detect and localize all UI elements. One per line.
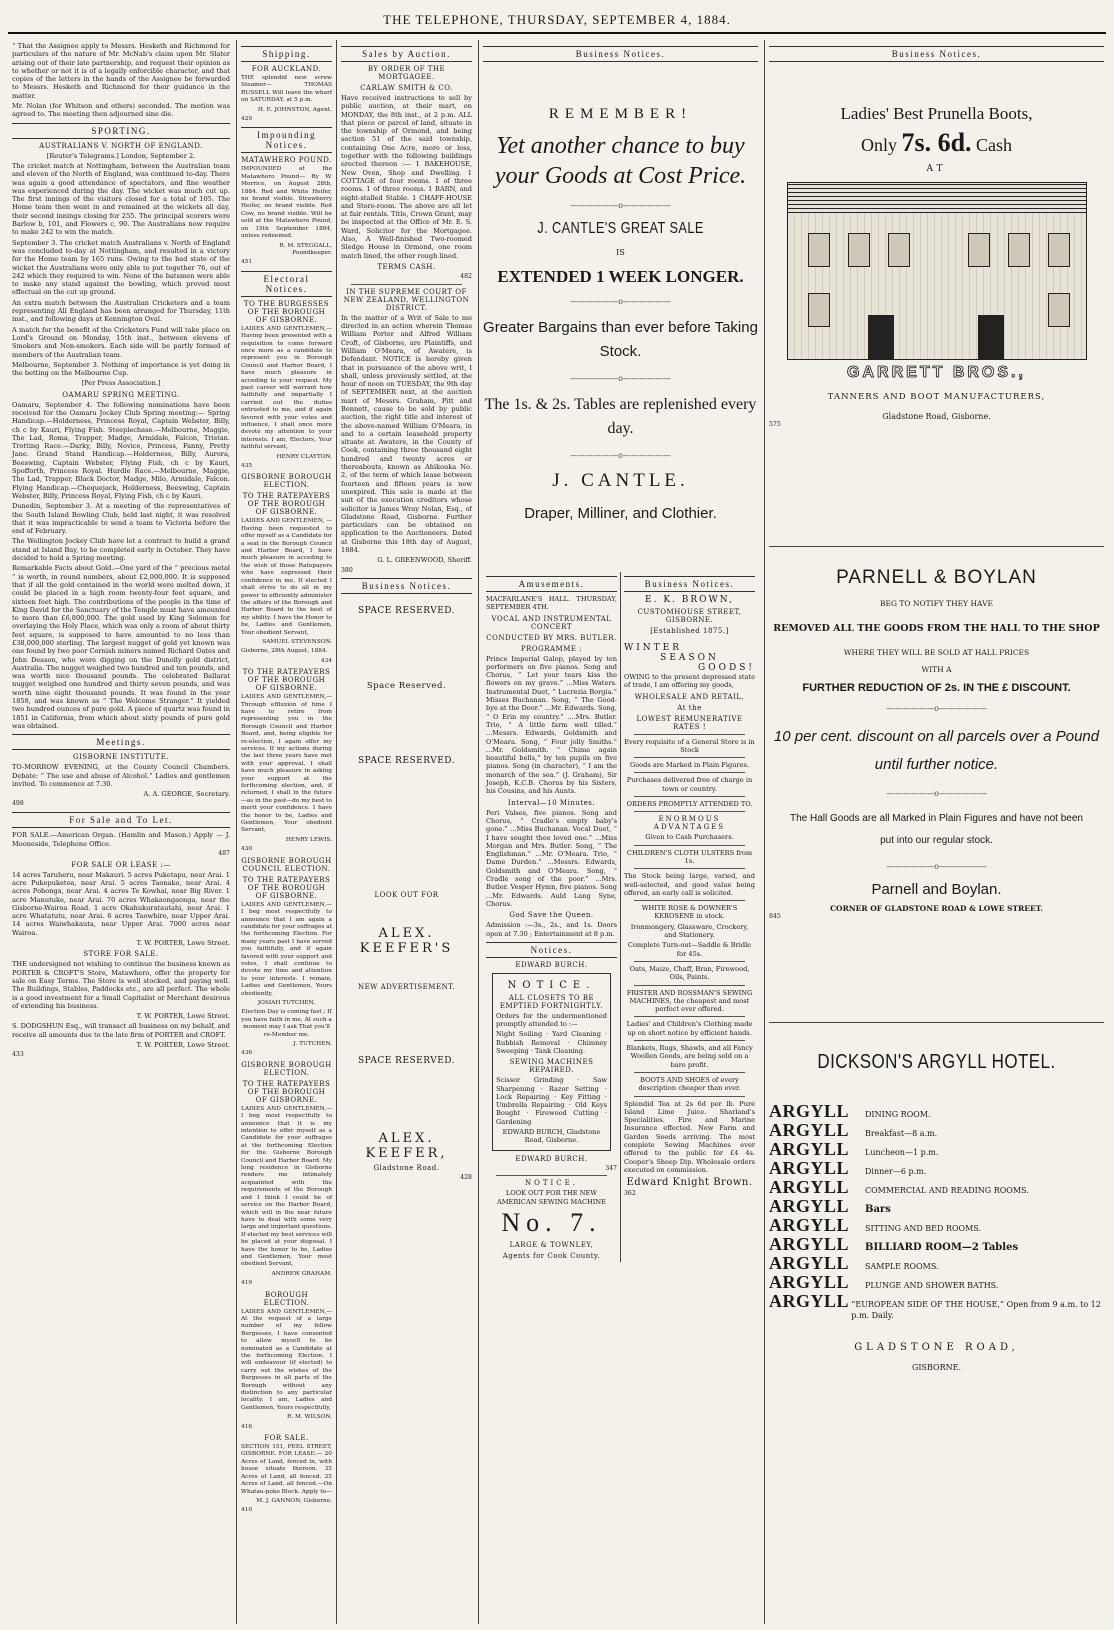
parnell-boylan-title: PARNELL & BOYLAN <box>836 566 1037 588</box>
blankets-text: Blankets, Rugs, Shawls, and all Fancy Woollen Goods, are being sold on a bare profit. <box>626 1044 753 1069</box>
store-signature: T. W. PORTER, Lowe Street. <box>136 1012 230 1021</box>
stevenson-date: Gisborne, 28th August, 1884. <box>241 648 328 655</box>
keefer-number: 428 <box>460 1174 472 1182</box>
programme-part-2: Peri Valses, five pianos. Song and Chorus, “ Cradle's empty baby's gone.” ...Miss Buchanan. Vocal Duet, “ I have sought thee loved one.” ...Miss Morgan and Mrs. Butler. Song, “ The Englishman.” ...Mr. O'Meara. Trio, “ Dame Durden.” ...Messrs. Edwards, Goldsmith and O'Meara. Song, “ Cradle song of the poor.” ...Mrs. Butler. Vesper Hymn, five pianos. Song ...Mr. Edwards. Auld Lang Syne, Chorus. <box>486 808 617 908</box>
auction-notice: Have received instructions to sell by public auction, at their mart, on MONDAY, the 8th inst., at 2 p.m. ALL that piece or parcel of land, situate in the township of Ormond, and being section 51 of the said township, containing One Acre, more or less, together with the following buildings erected thereon :— 1 BAKEHOUSE, New Oven, Shop and Dwelling. 1 COTTAGE of four rooms. 1 of three rooms. 1 of three rooms. 1 BARN, and eight-stalled Stable. 1 CHAFF-HOUSE and Store-room. The above are all let at fair rentals. Title, Crown Grant, may be inspected at the Office of Mr. E. S. Ward, Solicitor for the Mortgagee. Also, A Well-finished Two-roomed Sledge House in Ormond, one room match lined, the other rough lined. <box>341 94 472 260</box>
ornament-divider: ——————o—————— <box>886 703 987 713</box>
shipping-heading: Shipping. <box>241 46 332 62</box>
business-notices-heading-4: Business Notices. <box>483 46 758 62</box>
oamaru-nominations: Oamaru, September 4. The following nominations have been received for the Oamaru Jockey Club Spring meeting:— Spring Handicap.—Holderness, Princess Royal, Captain Webster, Billy, ch c by Kauri, Flying Fish. Steeplechase.—Melbourne, Maggie, The Lad, Roma, Trapper, Madge, Armidale, Falcon, Tristan. Trotting Race.—Darky, Billy, Novice, Princess, Fanny, Pretty Jane. Grand Stand Handicap.—Holderness, Billy, Aurora, Beeswing, Captain Webster, Flying Fish, ch c by Kauri, Spofforth, Princess Royal. Hurdle Race.—Melbourne, Maggie, The Lad, Trapper, Black Doctor, Madge, Milo, Armidale, Falcon. Flying Handicap.—Chequejack, Holderness, Beeswing, Captain Webster, Billy, Princess Royal, Flying Fish, ch c by Kauri. <box>12 400 230 500</box>
argyll-label: ARGYLL <box>769 1157 850 1178</box>
institute-notice: TO-MORROW EVENING, at the County Council Chambers. Debate: “ The use and abuse of Alcohol.” Ladies and gentlemen invited. To commence at 7.30. <box>12 763 230 788</box>
corner-address: CORNER OF GLADSTONE ROAD & LOWE STREET. <box>830 903 1043 913</box>
divider <box>634 772 745 773</box>
conducted-by: CONDUCTED BY MRS. BUTLER. <box>486 633 617 642</box>
concert-heading: VOCAL AND INSTRUMENTAL CONCERT <box>491 614 612 631</box>
divider <box>634 811 745 812</box>
clayton-number: 435 <box>241 463 253 470</box>
mortgagee-heading: BY ORDER OF THE MORTGAGEE. <box>367 65 446 81</box>
pound-notice: IMPOUNDED at the Matawhero Pound— By W. Morrice, on August 28th, 1884. Red and White Heifer, no brand visible. Strawberry Heifer, no brand visible. Red Cow, no brand visible. Will be sold at the Matawhero Pound, on 15th September 1884, unless redeemed. <box>241 166 332 240</box>
pound-number: 451 <box>241 259 253 266</box>
argyll-label: ARGYLL <box>769 1271 850 1292</box>
wilson-address: LADIES AND GENTLEMEN,—At the request of a large number of my fellow Burgesses, I have consented to allow myself to be nominated as a Candidate at the forthcoming Election. I will endeavour (if elected) to carry out the wishes of the Burgesses in all parts of the Borough without any distinction to any particular locality. I am, Ladies and Gentlemen, Yours respectfully, <box>241 1308 332 1411</box>
keefer-advert-title: ALEX. KEEFER'S <box>359 926 454 957</box>
council-election-heading: GISBORNE BOROUGH COUNCIL ELECTION. <box>241 856 332 873</box>
lewis-signature: HENRY LEWIS. <box>285 836 332 843</box>
keefer-name: ALEX. KEEFER, <box>365 1131 448 1162</box>
graham-number: 419 <box>241 1280 253 1287</box>
steamer-number: 429 <box>241 116 253 123</box>
notify-text: BEG TO NOTIFY THEY HAVE <box>880 598 993 608</box>
requisite-text: Every requisite of a General Store is in Stock <box>624 737 755 754</box>
burgesses-heading: TO THE BURGESSES OF THE BOROUGH OF GISBORNE. <box>243 299 330 324</box>
discount-text: 10 per cent. discount on all parcels over a Pound until further notice. <box>773 727 1100 773</box>
space-reserved-1: SPACE RESERVED. <box>357 606 456 617</box>
at-the: At the <box>677 703 702 712</box>
steamer-notice: THE splendid new screw Steamer— THOMAS RUSSELL Will leave the wharf on SATURDAY, at 5 p.m. <box>241 75 332 104</box>
section-for-sale-heading: FOR SALE. <box>264 1434 309 1443</box>
machine-number-7: No. 7. <box>501 1208 602 1238</box>
for-sale-heading: For Sale and To Let. <box>12 812 230 828</box>
column-notices <box>236 40 336 1624</box>
argyll-label: ARGYLL <box>769 1100 850 1121</box>
organ-number: 487 <box>218 849 230 857</box>
dodgshun-signature: T. W. PORTER, Lowe Street. <box>136 1040 230 1049</box>
hotel-row <box>769 1273 1104 1292</box>
sewing-machine-notice: LOOK OUT FOR THE NEW AMERICAN SEWING MACHINE <box>497 1189 606 1206</box>
parnell-boylan-sign: Parnell and Boylan. <box>871 880 1002 898</box>
hotel-feature: Bars <box>865 1203 891 1215</box>
hotel-feature: Breakfast—8 a.m. <box>865 1128 938 1138</box>
tutchen-signature: JOSIAH TUTCHEN. <box>257 999 316 1006</box>
auctioneer-name: CARLAW SMITH & CO. <box>360 84 453 92</box>
stevenson-address: LADIES AND GENTLEMEN, — Having been requested to offer myself as a Candidate for a seat in the Borough Council and Harbor Board, I have much pleasure in acceding to the wish of those Ratepayers who have expressed their confidence in me. If elected I shall strive to do all in my power to efficiently administer the affairs of the Borough and Harbor Board to the best of my ability. I have the Honor to be, Ladies and Gentlemen, Your obedient Servant, <box>241 518 333 636</box>
cantle-sale-title: J. CANTLE'S GREAT SALE <box>537 220 704 237</box>
keefer-address: Gladstone Road. <box>373 1164 440 1173</box>
goods-word: GOODS! <box>698 663 755 673</box>
institute-number: 498 <box>12 800 24 808</box>
programme-part-1: Prince Imperial Galop, played by ten performers on five pianos. Song and Chorus, “ Let your tears kiss the flowers on my grave.” ...Miss Waters. Instrumental Duet, “ Lucrezia Borgia.” Misses Buchanan. Song, “ The Good-bye at the Door.” ...Mr. Edwards. Song, “ O Erin my country.” ....Mrs. Butler. Trio, “ A little farm well tilled.” ...Messrs. Edwards, Goldsmith and O'Meara. Song, “ Four jolly Smiths.” ...Mr. Goldsmith. “ Chime again beautiful bells,” by ten pupils on five pianos. Song (in character), “ I am the monarch of the sea.” (J. Graham), Sir Joseph, K.C.B. Chorus by his Sisters, his Cousins, and his Aunts. <box>486 654 617 796</box>
hotel-feature: SAMPLE ROOMS. <box>865 1261 939 1271</box>
burch-services-2: Scissor Grinding · Saw Sharpening · Razor Setting · Lock Repairing · Key Fitting · Umbrella Repairing · Old Keys Bought · Firewood Cutting · Gardening <box>496 1076 607 1126</box>
admission: Admission :—3s., 2s., and 1s. Doors open at 7.30 ; Entertainment at 8 p.m. <box>486 921 617 938</box>
cash-purchasers: Given to Cash Purchasers. <box>645 833 734 842</box>
argyll-label: ARGYLL <box>769 1119 850 1140</box>
hotel-row <box>769 1197 1104 1216</box>
space-reserved-2: Space Reserved. <box>366 681 447 692</box>
stock-text: The Stock being large, varied, and well-selected, and good value being offered, an early call is solicited. <box>624 872 755 897</box>
hotel-title: DICKSON'S ARGYLL HOTEL. <box>817 1050 1056 1073</box>
store-heading: STORE FOR SALE. <box>83 950 159 959</box>
amusements-and-brown <box>483 572 758 1262</box>
stevenson-number: 434 <box>320 657 332 664</box>
notice-heading-2: NOTICE. <box>525 1179 578 1188</box>
tanners-text: TANNERS AND BOOT MANUFACTURERS, <box>827 392 1046 402</box>
column-auctions <box>336 40 476 1624</box>
hotel-row <box>769 1216 1104 1235</box>
look-out-for: LOOK OUT FOR <box>374 891 439 900</box>
newspaper-title: THE TELEPHONE, THURSDAY, SEPTEMBER 4, 1884. <box>383 12 731 27</box>
space-reserved-4: SPACE RESERVED. <box>357 1056 456 1067</box>
remember-heading: REMEMBER! <box>548 106 693 122</box>
prunella-boots-title: Ladies' Best Prunella Boots, <box>840 104 1033 123</box>
lease-signature: T. W. PORTER, Lowe Street. <box>136 939 230 948</box>
masthead <box>8 8 1106 34</box>
clayton-address: LADIES AND GENTLEMEN,—Having been presented with a requisition to come forward once more as a candidate to represent you in Borough Council and Harbor Board, I have much pleasure in acceding to your request. My past career will warrant how faithfully and impartially I carried out the duties entrusted to me, and if again favored with your votes and influence, I shall once more devote my attention to your interests. I am, Electors, Your faithful servant, <box>241 325 332 451</box>
section-notice: SECTION 151, PEEL STREET, GISBORNE. FOR LEASE.— 20 Acres of Land, fenced in, with house situate thereon. 35 Acres of Land, all fenced. 25 Acres of Land, all fenced.—On Whatau-poko Block. Apply to— <box>241 1444 332 1495</box>
space-reserved-3: SPACE RESERVED. <box>357 756 456 767</box>
pound-heading: MATAWHERO POUND. <box>241 156 332 165</box>
teas-list: Splendid Tea at 2s 6d per lb. Pure Island Lime Juice. Sharland's Specialities. Fire and Marine Insurance effected. New Farm and Garden Seeds arriving. The most complete Sewing Machines ever offered to the public for £4 4s. Cooper's Sheep Dip. Wholesale orders executed on commission. <box>624 1099 755 1174</box>
ratepayers-heading-2: TO THE RATEPAYERS OF THE BOROUGH OF GISBORNE. <box>242 668 331 693</box>
court-heading: IN THE SUPREME COURT OF NEW ZEALAND, WELLINGTON DISTRICT. <box>343 287 470 312</box>
removed-text: REMOVED ALL THE GOODS FROM THE HALL TO THE SHOP <box>773 622 1100 634</box>
ratepayers-heading-3: TO THE RATEPAYERS OF THE BOROUGH OF GISBORNE. <box>242 875 331 900</box>
tutchen-address: LADIES AND GENTLEMEN,—I beg most respectfully to announce that I am again a candidate for your suffrages at the forthcoming Election. For many years past I have served you faithfully, and if again favored with your support and votes, I shall continue to devote my time and attention to your interests. I remain, Ladies and Gentlemen, Yours obediently, <box>241 901 332 997</box>
stevenson-signature: SAMUEL STEVENSON. <box>262 638 332 645</box>
turnout-text: Complete Turn-out—Saddle & Bridle for 45s. <box>627 941 752 958</box>
column-cantle <box>478 40 762 1624</box>
wellington-report: The Wellington Jockey Club have let a contract to build a grand stand at Island Bay, to be completed early in October. They have decided to hold a Spring meeting. <box>12 537 230 563</box>
business-notices-heading-3: Business Notices. <box>341 578 472 594</box>
knight-number: 362 <box>624 1190 636 1198</box>
notice-word: NOTICE. <box>507 979 596 991</box>
auckland-heading: FOR AUCKLAND. <box>251 65 322 73</box>
argyll-label: ARGYLL <box>769 1290 850 1311</box>
ratepayers-heading-4: TO THE RATEPAYERS OF THE BOROUGH OF GISBORNE. <box>242 1079 331 1104</box>
argyll-label: ARGYLL <box>769 1138 850 1159</box>
hotel-row <box>769 1102 1104 1121</box>
wilson-signature: R. M. WILSON. <box>286 1414 332 1421</box>
ornament-divider: ——————o—————— <box>570 374 671 383</box>
lowest-rates: LOWEST REMUNERATIVE RATES ! <box>636 714 743 731</box>
melbourne-report: Melbourne, September 3. Nothing of importance is yet doing in the betting on the Melbourne Cup. <box>12 360 230 378</box>
divider <box>634 985 745 986</box>
enormous-advantages: ENORMOUS ADVANTAGES <box>653 815 726 832</box>
graham-address: LADIES AND GENTLEMEN,—I beg most respectfully to announce that it is my intention to offer myself as a Candidate for your suffrages at the forthcoming Election for the Gisborne Borough Council and Harbor Board. My long residence in Gisborne renders me intimately acquainted with the requirements of the Borough and I think I could be of service on the Harbor Board, which will in the near future have to deal with some very large and important questions. If elected my best services will be placed at your disposal. I have the honor to be, Ladies and Gentlemen, Your most obedient Servant, <box>241 1105 332 1268</box>
large-townley: LARGE & TOWNLEY, <box>509 1241 594 1250</box>
closets-notice: ALL CLOSETS TO BE EMPTIED FORTNIGHTLY. <box>499 993 604 1010</box>
election-heading-1: GISBORNE BOROUGH ELECTION. <box>241 473 332 490</box>
divider <box>634 1072 745 1073</box>
clothing-text: Ladies' and Children's Clothing made up on short notice by efficient hands. <box>626 1020 753 1037</box>
impounding-heading: Impounding Notices. <box>241 127 332 153</box>
divider <box>634 734 745 735</box>
seconded-text: Mr. Nolan (for Whitson and others) seconded. The motion was agreed to. The meeting then adjourned sine die. <box>12 102 230 119</box>
established: [Established 1875.] <box>650 627 729 635</box>
australians-heading: AUSTRALIANS V. NORTH OF ENGLAND. <box>39 141 203 150</box>
organ-notice: FOR SALE.—American Organ. (Hamlin and Mason.) Apply — J. Mooneside, Telephone Office. <box>12 831 230 848</box>
dunedin-report: Dunedin, September 3. At a meeting of the representatives of the South Island Bowling Club, held last night, it was resolved that it was impracticable to send a team to Victoria before the end of February. <box>12 502 230 536</box>
lewis-address: LADIES AND GENTLEMEN,—Through effluxion of time I have to retire from representing you in the Borough Council and Harbor Board, and, being eligible for re-election, I again offer my services. If my actions during the last three years have met with your approval, I shall have much pleasure in asking your support at the forthcoming election, and, if returned, I shall in the future—as in the past—do my best to merit your confidence. I have the honor to be, Ladies and Gentlemen, Your obedient Servant, <box>241 694 332 834</box>
burch-number: 347 <box>605 1164 617 1172</box>
tables-text: The 1s. & 2s. Tables are replenished every day. <box>484 396 757 437</box>
ornament-divider: ——————o—————— <box>570 451 671 460</box>
orders-text: Orders for the undermentioned promptly attended to :— <box>496 1011 607 1029</box>
election-heading-3: BOROUGH ELECTION. <box>263 1290 310 1307</box>
section-signature: M. J. GANNON, Gisborne. <box>256 1497 332 1504</box>
hotel-features-list <box>769 1102 1104 1322</box>
knight-brown-signature: Edward Knight Brown. <box>626 1177 753 1189</box>
garrett-bros-name: GARRETT BROS., <box>847 364 1026 381</box>
cricket-report-3: An extra match between the Australian Cricketers and a team representing All England has been arranged for Thursday, 11th inst., and following days at Kennington Oval. <box>12 298 230 324</box>
hotel-row <box>769 1292 1104 1322</box>
ulsters-text: CHILDREN'S CLOTH ULSTERS from 1s. <box>626 848 753 865</box>
pound-signature: R. M. STEGGALL, Poundkeeper. <box>279 242 332 256</box>
programme-heading: PROGRAMME : <box>520 644 583 653</box>
argyll-label: ARGYLL <box>769 1214 850 1235</box>
hotel-feature: SITTING AND BED ROOMS. <box>865 1223 982 1233</box>
at-word: AT <box>926 164 947 174</box>
notices-heading: Notices. <box>486 942 617 958</box>
assignee-text: “ That the Assignee apply to Messrs. Hesketh and Richmond for particulars of the nature of Mr. McNab's claim upon Mr. Slater arising out of their late partnership, and request their opinion as to whether or not it is of a legally enforcible character, and that copies of the letters in the hands of the Assignee be forwarded to Messrs. Hesketh and Richmond for their guidance in the matter. <box>12 42 230 100</box>
burch-notice-box <box>492 973 611 1151</box>
boots-price: 7s. 6d. <box>901 128 972 157</box>
election-heading-2: GISBORNE BOROUGH ELECTION. <box>241 1060 332 1077</box>
burch-services: Night Soiling · Yard Cleaning · Rubbish Removal · Chimney Sweeping · Tank Cleaning. <box>496 1030 607 1055</box>
hotel-row <box>769 1121 1104 1140</box>
divider <box>634 961 745 962</box>
divider <box>634 900 745 901</box>
is-word: IS <box>616 248 625 257</box>
store-notice: THE undersigned not wishing to continue the business known as PORTER & CROFT'S Store, Matawhero, offer the property for sale on Easy Terms. The Store is well stocked, and paying well. The Buildings, Stables, Paddocks etc., are all perfect. The whole is a good investment for a Small Capitalist or Merchant desirous of extending his business. <box>12 960 230 1010</box>
frister-text: FRISTER AND ROSSMAN'S SEWING MACHINES, the cheapest and most perfect ever offered. <box>626 988 753 1014</box>
argyll-label: ARGYLL <box>769 1195 850 1216</box>
with-a-text: WITH A <box>921 664 952 674</box>
auction-number: 482 <box>460 272 472 280</box>
burch-name-2: EDWARD BURCH. <box>515 1154 588 1163</box>
hotel-row <box>769 1235 1104 1254</box>
hotel-feature: Luncheon—1 p.m. <box>865 1147 939 1157</box>
hotel-row <box>769 1140 1104 1159</box>
where-text: WHERE THEY WILL BE SOLD AT HALL PRICES <box>843 647 1030 657</box>
macfarlanes-hall: MACFARLANE'S HALL. THURSDAY, SEPTEMBER 4TH. <box>486 595 617 612</box>
institute-signature: A. A. GEORGE, Secretary. <box>143 790 230 799</box>
delivered-text: Purchases delivered free of charge in town or country. <box>626 776 753 793</box>
oamaru-heading: OAMARU SPRING MEETING. <box>62 390 180 399</box>
hotel-feature: DINING ROOM. <box>865 1109 931 1119</box>
divider <box>634 1040 745 1041</box>
god-save-the-queen: God Save the Queen. <box>509 911 594 920</box>
divider <box>634 796 745 797</box>
divider <box>351 284 462 285</box>
parnell-number: 845 <box>769 912 781 920</box>
plain-figures: Goods are Marked in Plain Figures. <box>629 761 750 770</box>
ratepayers-heading-1: TO THE RATEPAYERS OF THE BOROUGH OF GISBORNE. <box>242 492 331 517</box>
sporting-heading: SPORTING. <box>12 123 230 139</box>
cash-word: Cash <box>976 135 1013 155</box>
argyll-label: ARGYLL <box>769 1233 850 1254</box>
divider <box>634 757 745 758</box>
hotel-town: GISBORNE. <box>911 1362 962 1372</box>
divider <box>634 845 745 846</box>
only-word: Only <box>860 135 897 155</box>
hotel-row <box>769 1159 1104 1178</box>
season-word: SEASON <box>660 653 719 663</box>
cantle-name: J. CANTLE. <box>552 470 689 491</box>
press-association: [Per Press Association.] <box>81 379 161 388</box>
argyll-label: ARGYLL <box>769 1176 850 1197</box>
reuters-dateline: [Reuter's Telegrams.] London, September 2. <box>46 151 196 160</box>
institute-heading: GISBORNE INSTITUTE. <box>72 753 170 762</box>
divider <box>634 868 745 869</box>
tutchen-signature-2: J. TUTCHEN. <box>293 1041 332 1047</box>
dodgshun-number: 433 <box>12 1051 24 1059</box>
interval: Interval—10 Minutes. <box>507 798 596 807</box>
column-news <box>8 40 234 1624</box>
tutchen-number: 436 <box>241 1050 253 1057</box>
gold-facts: Remarkable Facts about Gold.—One yard of the “ precious metal ” is worth, in round numbers, about £2,000,000. It is supposed that if all the gold contained in the world were melted down, it could be placed in a high room twenty-four feet square, and sixteen feet high. The contributions of the people in the time of King David for the Sanctuary of the Temple must have amounted to more than £6,800,000. The gold used by King Solomon for overlaying the Holy Place, which was only a room of about thirty feet square, is supposed to have amounted to no less than £38,000,000 sterling. The largest nugget of gold yet known was one found by two poor Cornish miners named Richard Oates and John Deason, who were digging on the Dunolly gold district, Australia. The nugget weighed two hundred and ten pounds, and was worth nice thousand pounds. The celebrated Ballarat nugget weighed one hundred and thirty seven pounds, and was worth nine eight thousand pounds. It was found in the year 1858, and was known as “ The Welcome Stranger.” It yielded two hundred ounces of pure gold. A piece of quartz was found in 1851 in California, from which about sixty pounds of pure gold was obtained. <box>12 564 230 730</box>
hotel-feature: BILLIARD ROOM—2 Tables <box>865 1241 1019 1253</box>
hall-goods-text: The Hall Goods are all Marked in Plain Figures and have not been put into our regular stock. <box>790 812 1083 846</box>
clayton-signature: HENRY CLAYTON. <box>276 453 332 460</box>
orders-attended: ORDERS PROMPTLY ATTENDED TO. <box>626 800 753 809</box>
hotel-feature: Dinner—6 p.m. <box>865 1166 927 1176</box>
business-notices-heading-5: Business Notices. <box>769 46 1104 62</box>
argyll-label: ARGYLL <box>769 1252 850 1273</box>
cook-county-agents: Agents for Cook County. <box>502 1252 601 1261</box>
garrett-building-illustration <box>787 182 1087 360</box>
amusements-heading: Amusements. <box>486 576 617 592</box>
lease-heading: FOR SALE OR LEASE :— <box>71 860 171 869</box>
section-number: 410 <box>241 1507 253 1514</box>
hotel-road: GLADSTONE ROAD, <box>854 1341 1019 1353</box>
brown-address: CUSTOMHOUSE STREET, GISBORNE. <box>637 608 742 624</box>
auction-heading: Sales by Auction. <box>341 46 472 62</box>
divider <box>634 1016 745 1017</box>
wholesale-retail: WHOLESALE AND RETAIL, <box>634 692 745 701</box>
hotel-row <box>769 1178 1104 1197</box>
brown-name: E. K. BROWN, <box>645 595 734 605</box>
electoral-heading: Electoral Notices. <box>241 271 332 297</box>
divider <box>496 1175 607 1176</box>
burch-name: EDWARD BURCH. <box>515 960 588 969</box>
dodgshun-notice: S. DODGSHUN Esq., will transact all business on my behalf, and receive all amounts due to the late firm of PORTER and CROFT. <box>12 1022 230 1039</box>
court-notice: In the matter of a Writ of Sale to me directed in an action wherein Thomas William Porter and Alfred William Croft, of Gisborne, are Plaintiffs, and William O'Meara, of Awatere, is Defendant. NOTICE is hereby given that in pursuance of the above writ, I shall, unless previously settled, at the hour of noon on TUESDAY, the 9th day of SEPTEMBER next, at the auction mart of Messrs. Graham, Pitt and Bennett, cause to be sold by public auction, the right title and interest of the above-named William O'Meara, in and to a certain leasehold property situate at Awatere, in the County of Cook, containing three thousand eight hundred and twenty acres or thereabouts, known as Ahikouka No. 2, of the term of which lease between fourteen and fifteen years is now unexpired. This sale is made at the suit of the execution creditors whose solicitor is James Wray Nolan, Esq., of Gladstone Road, Gisborne. Further particulars can be obtained on application to the Auctioneers. Dated at Gisborne this 18th day of August, 1884. <box>341 313 472 555</box>
wilson-number: 416 <box>241 1423 253 1430</box>
hotel-row <box>769 1254 1104 1273</box>
business-notices-heading-brown: Business Notices. <box>624 576 755 592</box>
hotel-feature: COMMERCIAL AND READING ROOMS. <box>865 1185 1029 1195</box>
boots-shoes-text: BOOTS AND SHOES of every description cheaper than ever. <box>638 1075 741 1093</box>
oats-text: Oats, Maize, Chaff, Bran, Firewood, Oils, Paints. <box>629 964 750 982</box>
cricket-report-4: A match for the benefit of the Cricketers Fund will take place on Lord's Ground on Monday, 15th inst., between elevens of Smokers and Non-smokers. Each side will be partly formed of members of the Australian team. <box>12 325 230 359</box>
cricket-report-2: September 3. The cricket match Australians v. North of England was concluded to-day at Nottingham, and resulted in a victory for the Home team by 165 runs. Owing to the bad state of the wicket the Australians were only able to put together 76, out of 242 which they required to win. None of the batsmen were able to make any stand against the bowling, which proved most effectual on the cut up ground. <box>12 238 230 297</box>
lease-list: 14 acres Taruheru, near Makauri. 5 acres Puketapu, near Arai. 1 acre Pukepuketoa, near Arai. 5 acres Taonako, near Arai. 4 acres Pohonga, near Arai. 4 acres Te Kowhai, near Big River. 1 acre Manutuke, near Arai. 70 acres Whakaongaonga, near the Gisborne-Wairoa Road. 1 acre Okahukuratautahi, near Arai. 1 acre Whatatutu, near Arai. 6 acres Taowhiro, near Upper Arai. 14 acres Waiwhakauta, near Upper Arai. 7000 acres near Wairoa. <box>12 870 230 937</box>
hotel-feature: “EUROPEAN SIDE OF THE HOUSE,” Open from 9 a.m. to 12 p.m. Daily. <box>851 1299 1101 1321</box>
reduction-text: FURTHER REDUCTION OF 2s. IN THE £ DISCOUNT. <box>802 681 1071 694</box>
ornament-divider: ——————o—————— <box>886 788 987 798</box>
graham-signature: ANDREW GRAHAM. <box>271 1270 332 1277</box>
cantle-trade: Draper, Milliner, and Clothier. <box>524 505 717 522</box>
sewing-repaired: SEWING MACHINES REPAIRED. <box>509 1058 594 1075</box>
ornament-divider: ——————o—————— <box>570 297 671 306</box>
divider <box>634 1096 745 1097</box>
burch-address: EDWARD BURCH, Gladstone Road, Gisborne. <box>502 1128 601 1145</box>
terms-cash: TERMS CASH. <box>377 262 436 271</box>
cost-price-slogan: Yet another chance to buy your Goods at Cost Price. <box>494 133 747 189</box>
kerosene-text: WHITE ROSE & DOWNER'S KEROSENE in stock. <box>641 904 738 921</box>
garrett-number: 575 <box>769 421 781 428</box>
court-number: 380 <box>341 566 353 574</box>
ornament-divider: ——————o—————— <box>570 201 671 210</box>
garrett-address: Gladstone Road, Gisborne. <box>882 412 991 421</box>
owing-text: OWING to the present depressed state of trade, I am offering my goods, <box>624 673 755 690</box>
winter-word: WINTER <box>624 643 683 653</box>
ornament-divider: ——————o—————— <box>886 861 987 871</box>
extended-notice: EXTENDED 1 WEEK LONGER. <box>497 267 744 286</box>
column-garrett-parnell <box>764 40 1108 1624</box>
boots-price-line <box>769 128 1104 158</box>
steamer-signature: H. E. JOHNSTON, Agent. <box>257 106 332 113</box>
hotel-feature: PLUNGE AND SHOWER BATHS. <box>865 1280 999 1290</box>
bargains-text: Greater Bargains than ever before Taking Stock. <box>483 319 758 360</box>
meetings-heading: Meetings. <box>12 734 230 750</box>
lewis-number: 430 <box>241 846 253 853</box>
tutchen-verse: Election Day is coming fast ; If you have faith in me, At such a moment may I ask That you'll re-Member me. <box>241 1009 332 1038</box>
sheriff-signature: G. L. GREENWOOD, Sheriff. <box>377 556 472 565</box>
cricket-report-1: The cricket match at Nottingham, between the Australian team and eleven of the North of England, was continued to-day. There was again a good attendance of spectators, and fine weather was experienced during the day. The wicket was much cut up. The first innings of the visitors closed for a total of 105. The Home team then went in and remained at the wickets all day, their second innings closing for 255. The principal scorers were Barlow b, 101, and Flowers c, 90. The Australians now require to make 242 to win the match. <box>12 161 230 237</box>
ironmongery-text: Ironmongery, Glassware, Crockery, and Stationery. <box>630 922 749 940</box>
new-advertisement: NEW ADVERTISEMENT. <box>357 983 456 992</box>
